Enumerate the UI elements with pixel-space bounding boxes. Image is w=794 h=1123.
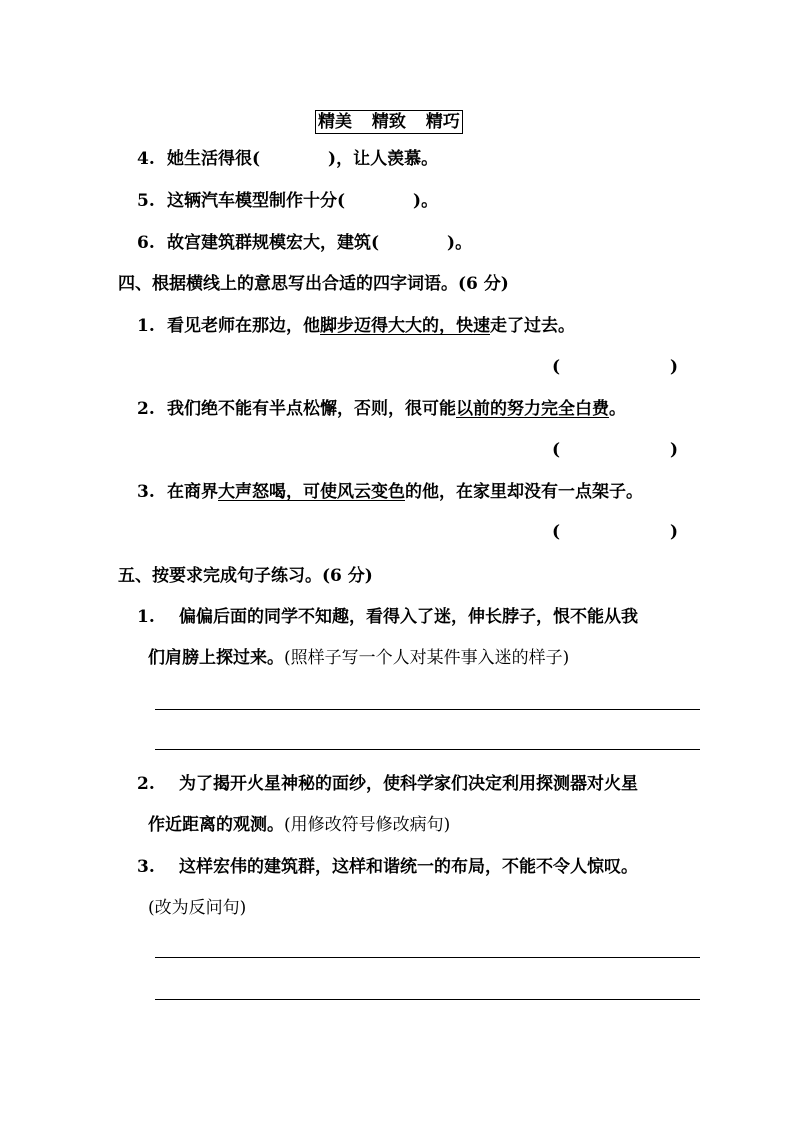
question-item <box>137 397 626 421</box>
instruction-note: (照样子写一个人对某件事入迷的样子) <box>284 648 570 668</box>
section-title: 五、按要求完成句子练习。(6 分) <box>118 566 373 586</box>
item-number: 1. <box>137 607 155 627</box>
item-number: 5. <box>137 191 155 211</box>
answer-paren-close: ) <box>670 440 679 460</box>
item-text: 为了揭开火星神秘的面纱，使科学家们决定利用探测器对火星 <box>179 774 638 794</box>
item-number: 3. <box>137 482 155 502</box>
underlined-phrase: 以前的努力完全白费 <box>456 399 609 419</box>
item-number: 3. <box>137 857 155 877</box>
instruction-note: (用修改符号修改病句) <box>284 815 451 835</box>
item-text-before: 故宫建筑群规模宏大，建筑( <box>167 233 380 253</box>
item-text-before: 这辆汽车模型制作十分( <box>167 191 346 211</box>
answer-line[interactable] <box>155 709 700 710</box>
item-number: 2. <box>137 399 155 419</box>
item-text: 偏偏后面的同学不知趣，看得入了迷，伸长脖子，恨不能从我 <box>179 607 638 627</box>
item-text-after: )。 <box>413 191 439 211</box>
question-item-continuation <box>148 896 246 920</box>
underlined-phrase: 脚步迈得大大的，快速 <box>320 316 490 336</box>
item-text-after: )。 <box>447 233 473 253</box>
item-text: 的他，在家里却没有一点架子。 <box>405 482 643 502</box>
item-number: 1. <box>137 316 155 336</box>
answer-line[interactable] <box>155 957 700 958</box>
question-item <box>137 772 638 796</box>
word-bank: 精美 精致 精巧 <box>315 110 463 134</box>
item-text: 们肩膀上探过来。 <box>148 648 284 668</box>
answer-paren-open: ( <box>552 357 561 377</box>
instruction-note: (改为反问句) <box>148 898 247 918</box>
answer-box[interactable] <box>565 440 665 464</box>
answer-box[interactable] <box>565 357 665 381</box>
answer-paren-close: ) <box>670 522 679 542</box>
question-item <box>137 189 438 213</box>
question-item <box>137 231 472 255</box>
item-text: 在商界 <box>167 482 218 502</box>
answer-line[interactable] <box>155 999 700 1000</box>
item-text-after: )，让人羡慕。 <box>328 149 439 169</box>
item-text: 。 <box>609 399 626 419</box>
answer-paren-close: ) <box>670 357 679 377</box>
answer-line[interactable] <box>155 749 700 750</box>
answer-paren-open: ( <box>552 522 561 542</box>
item-text: 这样宏伟的建筑群，这样和谐统一的布局，不能不令人惊叹。 <box>179 857 638 877</box>
item-text: 作近距离的观测。 <box>148 815 284 835</box>
question-item <box>137 605 638 629</box>
item-number: 2. <box>137 774 155 794</box>
underlined-phrase: 大声怒喝，可使风云变色 <box>218 482 405 502</box>
answer-paren-open: ( <box>552 440 561 460</box>
question-item-continuation <box>148 646 569 670</box>
question-item <box>137 314 575 338</box>
question-item-continuation <box>148 813 450 837</box>
item-text: 我们绝不能有半点松懈，否则，很可能 <box>167 399 456 419</box>
item-text-before: 她生活得很( <box>167 149 261 169</box>
item-text: 看见老师在那边，他 <box>167 316 320 336</box>
item-text: 走了过去。 <box>490 316 575 336</box>
section-title: 四、根据横线上的意思写出合适的四字词语。(6 分) <box>118 274 509 294</box>
question-item <box>137 480 643 504</box>
question-item <box>137 147 438 171</box>
answer-box[interactable] <box>565 522 665 546</box>
item-number: 4. <box>137 149 155 169</box>
question-item <box>137 855 638 879</box>
item-number: 6. <box>137 233 155 253</box>
